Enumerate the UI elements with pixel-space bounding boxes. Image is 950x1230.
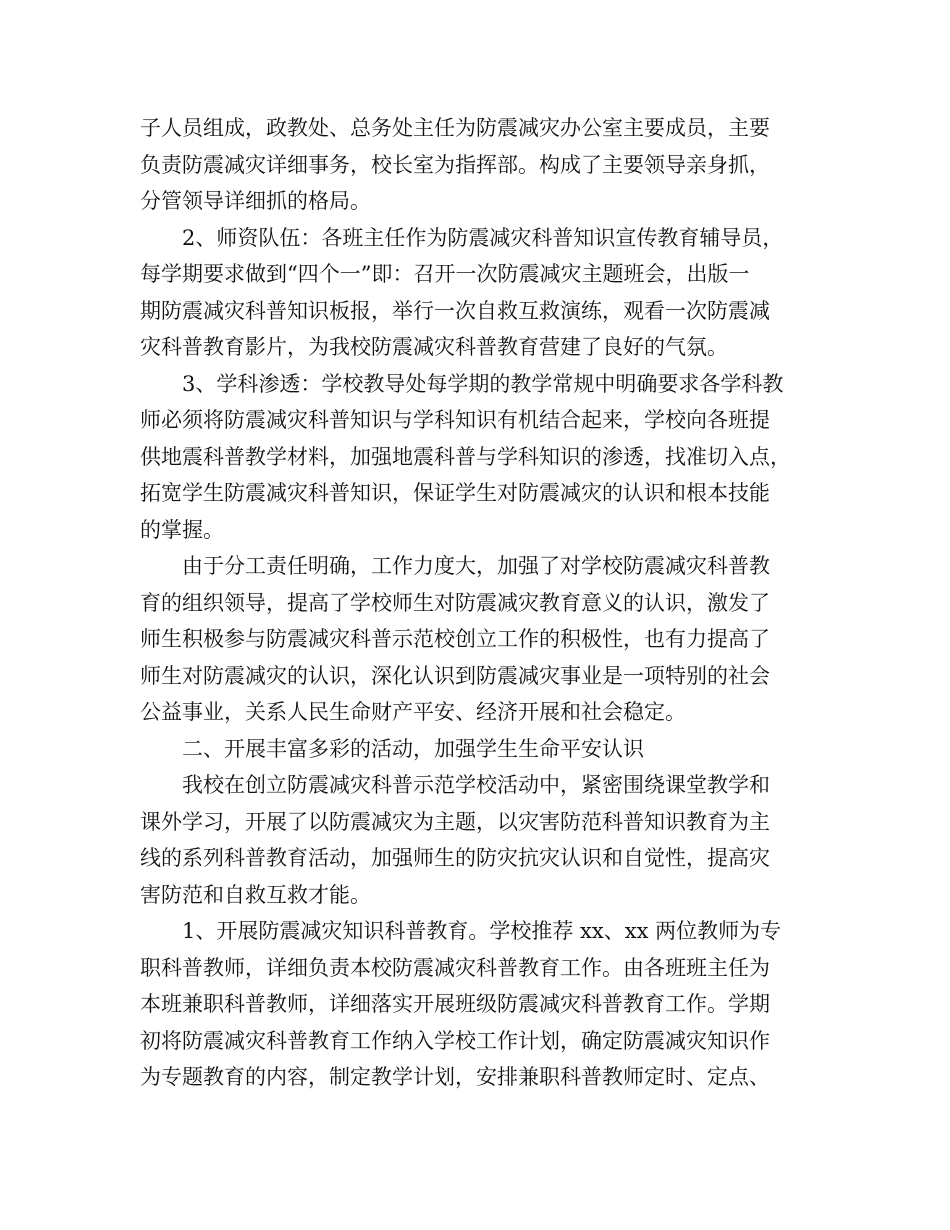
text-line: 为专题教育的内容，制定教学计划，安排兼职科普教师定时、定点、 [140, 1065, 770, 1089]
text-line: 线的系列科普教育活动，加强师生的防灾抗灾认识和自觉性，提高灾 [140, 846, 770, 870]
text-line: 师生积极参与防震减灾科普示范校创立工作的积极性，也有力提高了 [140, 627, 770, 651]
text-line: 初将防震减灾科普教育工作纳入学校工作计划，确定防震减灾知识作 [140, 1028, 770, 1053]
text-line: 负责防震减灾详细事务，校长室为指挥部。构成了主要领导亲身抓， [140, 152, 770, 177]
text-line: 子人员组成，政教处、总务处主任为防震减灾办公室主要成员，主要 [140, 116, 770, 140]
text-line: 由于分工责任明确，工作力度大，加强了对学校防震减灾科普教 [182, 554, 770, 578]
text-line: 害防范和自救互救才能。 [140, 882, 371, 907]
text-line: 期防震减灾科普知识板报，举行一次自救互救演练，观看一次防震减 [140, 298, 770, 323]
text-line: 本班兼职科普教师，详细落实开展班级防震减灾科普教育工作。学期 [140, 992, 770, 1016]
text-line: 分管领导详细抓的格局。 [140, 189, 371, 213]
text-line: 课外学习，开展了以防震减灾为主题，以灾害防范科普知识教育为主 [140, 809, 770, 834]
text-line: 公益事业，关系人民生命财产平安、经济开展和社会稳定。 [140, 700, 686, 724]
text-line: 1、开展防震减灾知识科普教育。学校推荐 xx、xx 两位教师为专 [182, 919, 782, 943]
text-line: 每学期要求做到“四个一”即：召开一次防震减灾主题班会，出版一 [140, 262, 750, 286]
text-line: 二、开展丰富多彩的活动，加强学生生命平安认识 [182, 736, 644, 761]
text-line: 供地震科普教学材料，加强地震科普与学科知识的渗透，找准切入点， [140, 444, 791, 469]
text-line: 2、师资队伍：各班主任作为防震减灾科普知识宣传教育辅导员， [182, 225, 784, 250]
text-line: 师必须将防震减灾科普知识与学科知识有机结合起来，学校向各班提 [140, 408, 770, 432]
text-line: 拓宽学生防震减灾科普知识，保证学生对防震减灾的认识和根本技能 [140, 481, 770, 505]
text-line: 职科普教师，详细负责本校防震减灾科普教育工作。由各班班主任为 [140, 955, 770, 980]
text-line: 育的组织领导，提高了学校师生对防震减灾教育意义的认识，激发了 [140, 590, 770, 615]
text-line: 师生对防震减灾的认识，深化认识到防震减灾事业是一项特别的社会 [140, 663, 770, 688]
body-text [140, 110, 830, 1096]
text-line: 灾科普教育影片，为我校防震减灾科普教育营建了良好的气氛。 [140, 335, 728, 359]
text-line: 3、学科渗透：学校教导处每学期的教学常规中明确要求各学科教 [182, 371, 784, 396]
text-line: 的掌握。 [140, 517, 224, 542]
text-line: 我校在创立防震减灾科普示范学校活动中，紧密围绕课堂教学和 [182, 773, 770, 797]
